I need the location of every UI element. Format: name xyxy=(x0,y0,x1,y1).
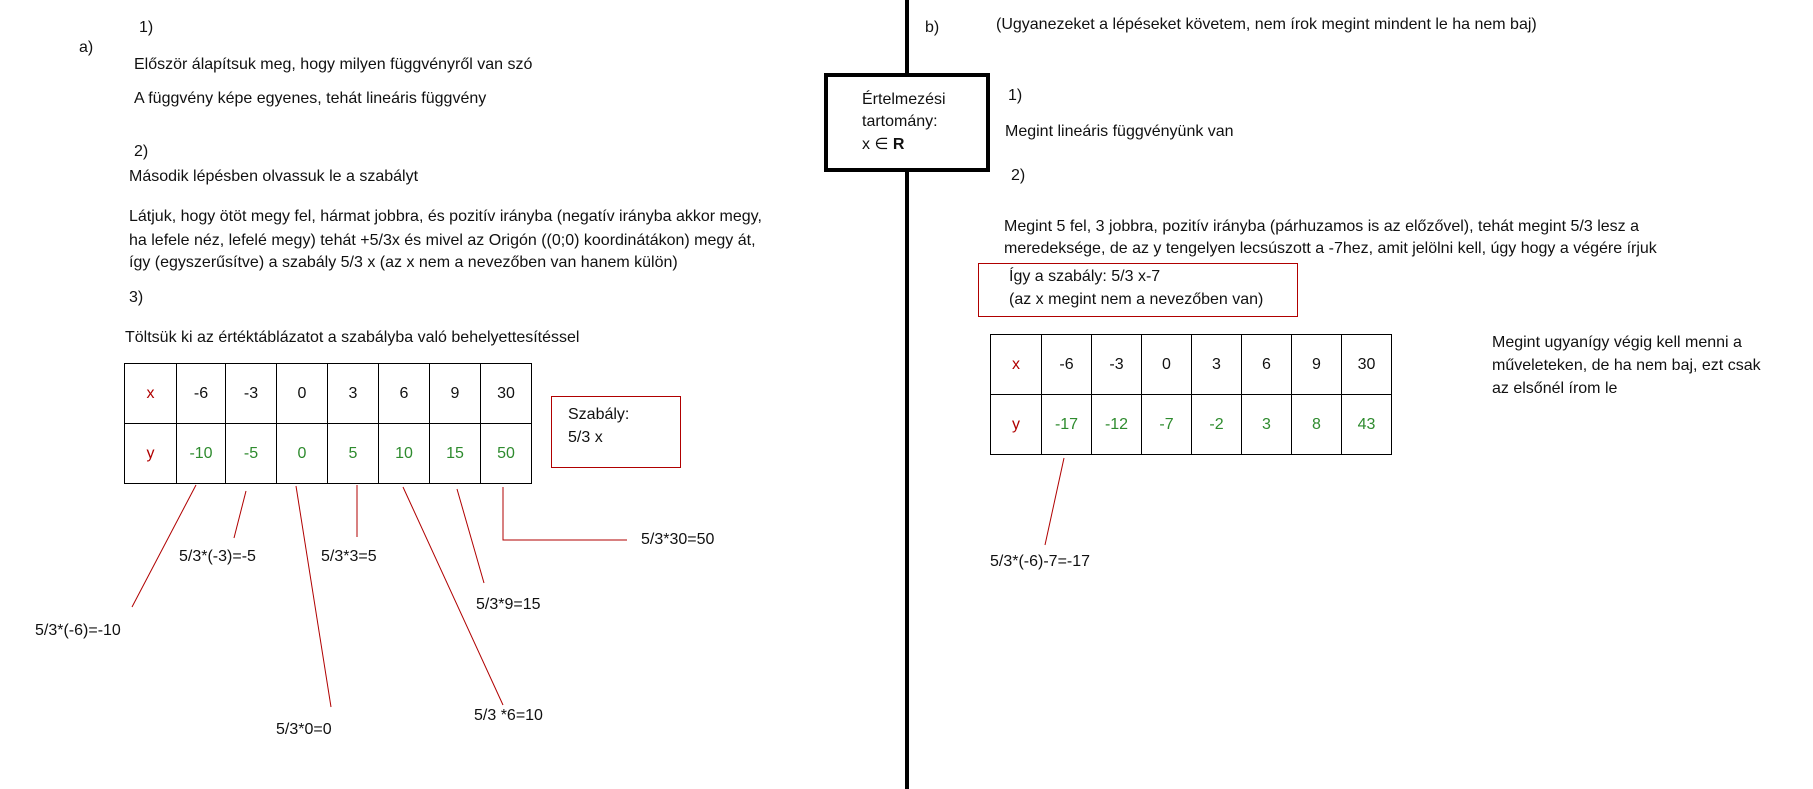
table-b-y-cell: -2 xyxy=(1192,395,1242,455)
part-b-value-table xyxy=(990,334,1392,455)
calc-label: 5/3*9=15 xyxy=(476,596,541,613)
table-a-y-cell: 50 xyxy=(481,424,532,484)
domain-box-line1: Értelmezési xyxy=(862,91,946,108)
table-a-x-cell: 9 xyxy=(430,364,481,424)
part-b-intro: (Ugyanezeket a lépéseket követem, nem írok megint mindent le ha nem baj) xyxy=(996,16,1537,33)
table-b-x-cell: -6 xyxy=(1042,335,1092,395)
part-b-step1-number: 1) xyxy=(1008,87,1023,104)
table-b-y-cell: -7 xyxy=(1142,395,1192,455)
part-b-step2-paragraph-line2: meredeksége, de az y tengelyen lecsúszott a -7hez, amit jelölni kell, úgy hogy a végére írjuk xyxy=(1004,240,1657,257)
table-a-x-label: x xyxy=(125,364,177,424)
table-a-y-cell: 0 xyxy=(277,424,328,484)
part-b-rule-line1: Így a szabály: 5/3 x-7 xyxy=(1009,268,1161,285)
calc-label: 5/3*30=50 xyxy=(641,531,715,548)
table-a-y-cell: -5 xyxy=(226,424,277,484)
domain-box-set-symbol: R xyxy=(892,136,905,153)
table-b-y-cell: 3 xyxy=(1242,395,1292,455)
part-b-rule-box xyxy=(978,263,1298,317)
table-b-x-label: x xyxy=(991,335,1042,395)
connector-line xyxy=(457,489,484,583)
table-b-y-cell: 43 xyxy=(1342,395,1392,455)
table-b-x-cell: 3 xyxy=(1192,335,1242,395)
calc-label: 5/3*(-6)=-10 xyxy=(35,622,121,639)
table-a-y-cell: 15 xyxy=(430,424,481,484)
domain-box-line3 xyxy=(862,135,904,154)
table-b-x-cell: 9 xyxy=(1292,335,1342,395)
table-a-x-cell: 0 xyxy=(277,364,328,424)
table-b-y-cell: -17 xyxy=(1042,395,1092,455)
part-a-step3-number: 3) xyxy=(129,289,144,306)
table-a-x-cell: -3 xyxy=(226,364,277,424)
part-b-label: b) xyxy=(925,19,940,36)
table-a-x-cell: -6 xyxy=(177,364,226,424)
table-a-x-cell: 3 xyxy=(328,364,379,424)
part-b-note-line3: az elsőnél írom le xyxy=(1492,380,1618,397)
table-b-y-label: y xyxy=(991,395,1042,455)
part-a-step1-number: 1) xyxy=(139,19,154,36)
part-b-note-line1: Megint ugyanígy végig kell menni a xyxy=(1492,334,1742,351)
table-a-y-label: y xyxy=(125,424,177,484)
calc-label: 5/3*(-3)=-5 xyxy=(179,548,256,565)
table-a-y-cell: -10 xyxy=(177,424,226,484)
table-b-x-cell: -3 xyxy=(1092,335,1142,395)
part-a-step2-number: 2) xyxy=(134,143,149,160)
part-a-step2-paragraph-line2: ha lefele néz, lefelé megy) tehát +5/3x és mivel az Origón ((0;0) koordinátákon) megy át, xyxy=(129,232,756,249)
part-a-step2-paragraph-line3: így (egyszerűsítve) a szabály 5/3 x (az x nem a nevezőben van hanem külön) xyxy=(129,254,678,271)
table-a-y-cell: 5 xyxy=(328,424,379,484)
calc-label: 5/3*0=0 xyxy=(276,721,332,738)
table-b-x-cell: 6 xyxy=(1242,335,1292,395)
calc-label: 5/3*(-6)-7=-17 xyxy=(990,553,1091,570)
part-a-step1-line1: Először álapítsuk meg, hogy milyen függvényről van szó xyxy=(134,56,533,73)
domain-box xyxy=(824,73,990,172)
connector-line xyxy=(1045,458,1064,545)
table-a-y-cell: 10 xyxy=(379,424,430,484)
connector-line xyxy=(132,485,196,607)
part-b-step2-number: 2) xyxy=(1011,167,1026,184)
rule-box-title: Szabály: xyxy=(568,406,630,423)
part-a-step1-line2: A függvény képe egyenes, tehát lineáris függvény xyxy=(134,90,487,107)
part-b-step1-line1: Megint lineáris függvényünk van xyxy=(1005,123,1234,140)
rule-box-formula: 5/3 x xyxy=(568,429,603,446)
part-a-label: a) xyxy=(79,39,94,56)
part-b-step2-paragraph-line1: Megint 5 fel, 3 jobbra, pozitív irányba (párhuzamos is az előzővel), tehát megint 5/3 lesz a xyxy=(1004,218,1639,235)
part-b-note-line2: műveleteken, de ha nem baj, ezt csak xyxy=(1492,357,1761,374)
domain-box-line2: tartomány: xyxy=(862,113,938,130)
table-b-x-cell: 30 xyxy=(1342,335,1392,395)
connector-line xyxy=(503,487,627,540)
domain-box-prefix: x ∈ xyxy=(862,136,893,153)
calc-label: 5/3 *6=10 xyxy=(474,707,543,724)
calc-label: 5/3*3=5 xyxy=(321,548,377,565)
table-a-x-cell: 6 xyxy=(379,364,430,424)
table-b-x-cell: 0 xyxy=(1142,335,1192,395)
part-a-step3-line1: Töltsük ki az értéktáblázatot a szabályba való behelyettesítéssel xyxy=(125,329,580,346)
connector-line xyxy=(296,486,331,707)
connector-line xyxy=(234,491,246,538)
table-b-y-cell: 8 xyxy=(1292,395,1342,455)
part-a-step2-line1: Második lépésben olvassuk le a szabályt xyxy=(129,168,419,185)
part-a-step2-paragraph-line1: Látjuk, hogy ötöt megy fel, hármat jobbra, és pozitív irányba (negatív irányba akkor megy, xyxy=(129,208,762,225)
table-a-x-cell: 30 xyxy=(481,364,532,424)
part-b-rule-line2: (az x megint nem a nevezőben van) xyxy=(1009,291,1264,308)
table-b-y-cell: -12 xyxy=(1092,395,1142,455)
